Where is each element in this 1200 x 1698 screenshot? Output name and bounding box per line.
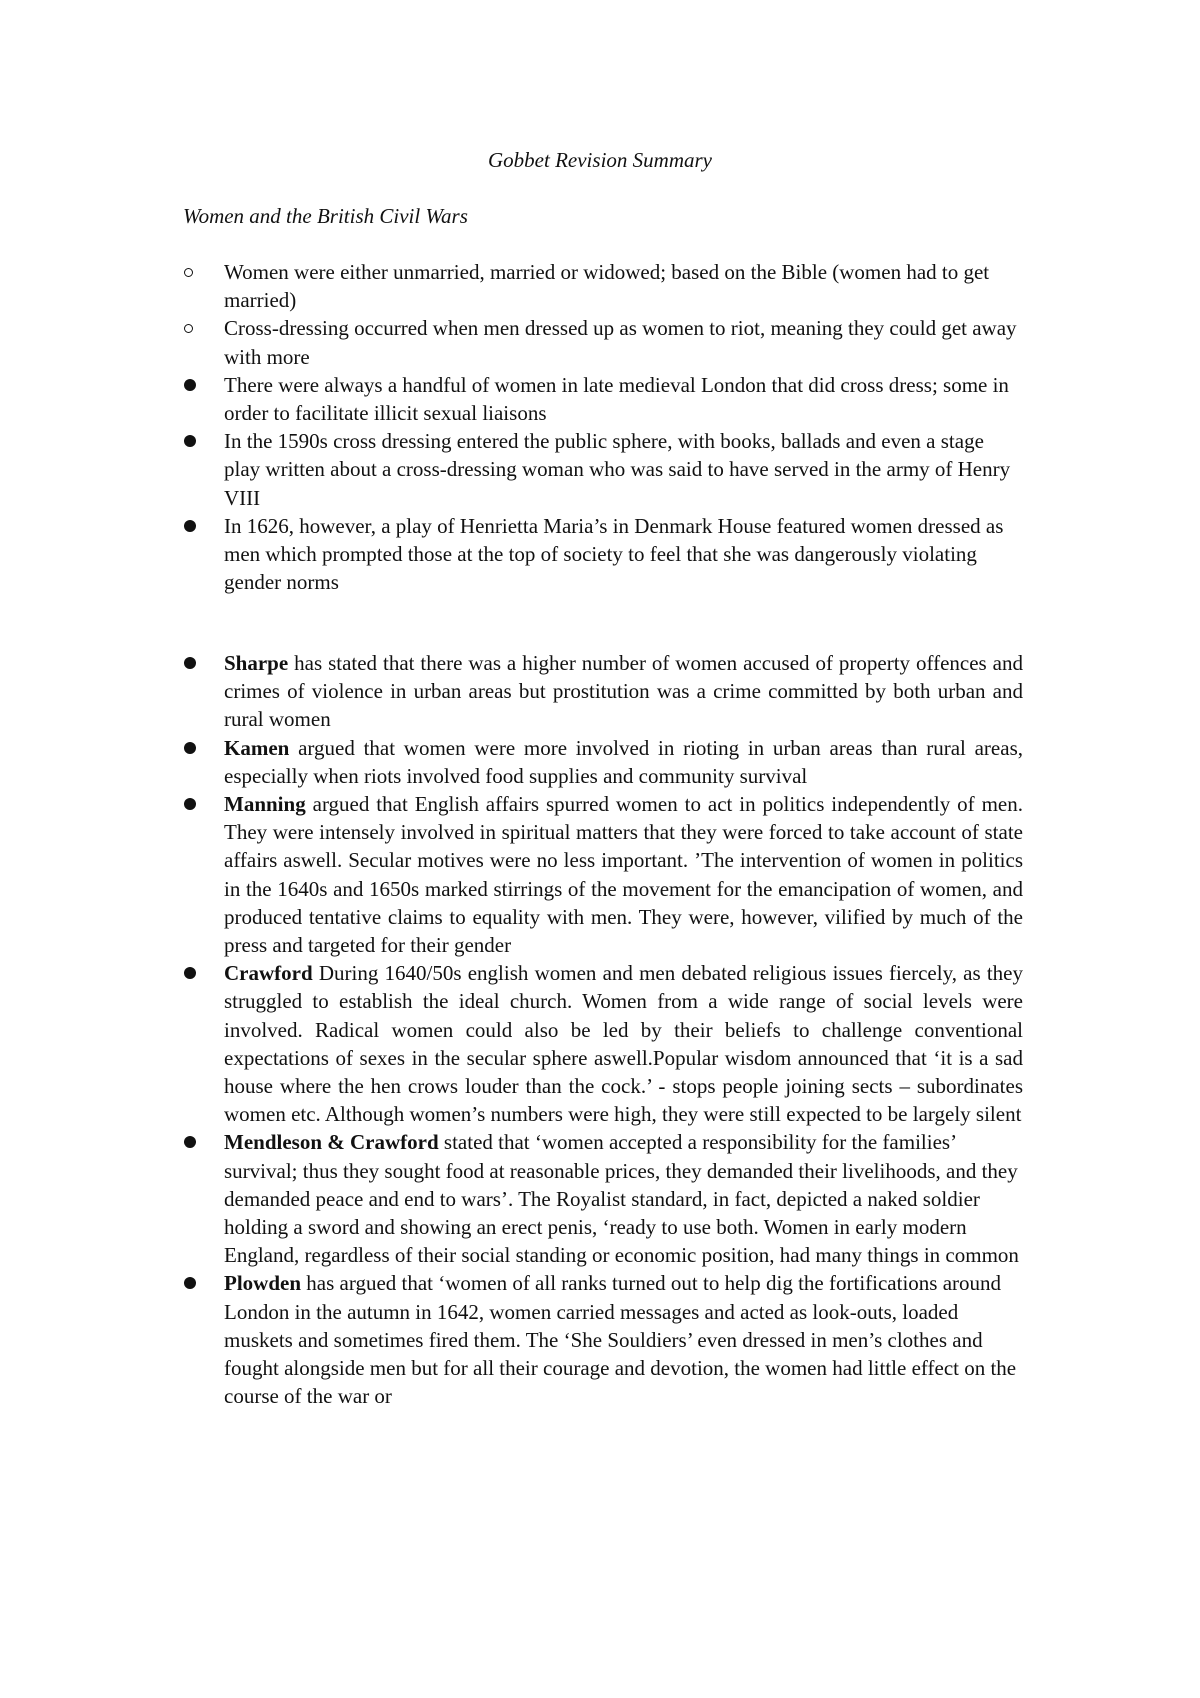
document-subtitle: Women and the British Civil Wars bbox=[183, 204, 468, 228]
list-item-text: In 1626, however, a play of Henrietta Maria’s in Denmark House featured women dressed as men which prompted those at the top of society to feel that she was dangerously violating gender norms bbox=[224, 513, 1004, 595]
list-item bbox=[183, 1128, 1023, 1269]
historian-name: Crawford bbox=[224, 961, 313, 986]
filled-bullet-icon bbox=[183, 512, 203, 540]
list-item-text: There were always a handful of women in late medieval London that did cross dress; some in order to facilitate illicit sexual liaisons bbox=[224, 372, 1009, 426]
historian-name: Sharpe bbox=[224, 651, 289, 675]
historian-name: Kamen bbox=[224, 735, 290, 760]
historian-name: Manning bbox=[224, 792, 306, 817]
historian-name: Plowden bbox=[224, 1271, 302, 1296]
filled-bullet-icon bbox=[183, 790, 203, 818]
bullet-list-historians bbox=[183, 649, 1023, 1410]
list-item-text: Women were either unmarried, married or widowed; based on the Bible (women had to get married) bbox=[224, 260, 990, 313]
list-item-text: has argued that ‘women of all ranks turned out to help dig the fortifications around London in the autumn in 1642, women carried messages and acted as look-outs, loaded muskets and sometimes fired them. The ‘She Souldiers’ even dressed in men’s clothes and fought alongside men but for all their courage and devotion, the women had little effect on the course of the war or bbox=[224, 1271, 1017, 1409]
list-item bbox=[183, 258, 1023, 314]
document-title: Gobbet Revision Summary bbox=[488, 148, 712, 172]
filled-bullet-icon bbox=[183, 959, 203, 987]
bullet-list-context bbox=[183, 258, 1023, 596]
list-item bbox=[183, 371, 1023, 427]
list-item bbox=[183, 314, 1023, 370]
filled-bullet-icon bbox=[183, 649, 203, 677]
filled-bullet-icon bbox=[183, 1269, 203, 1297]
filled-bullet-icon bbox=[183, 371, 203, 399]
list-item-text: argued that English affairs spurred women to act in politics independently of men. They were intensely involved in spiritual matters that they were forced to take account of state affairs aswell. Secular motives were no less important. ’The intervention of women in politics in the 1640s and 1650s marked stirrings of the movement for the emancipation of women, and produced tentative claims to equality with men. They were, however, vilified by much of the press and targeted for their gender bbox=[224, 792, 1023, 958]
list-item-text: Cross-dressing occurred when men dressed up as women to riot, meaning they could get away with more bbox=[224, 316, 1017, 369]
hollow-bullet-icon bbox=[183, 258, 203, 286]
list-item bbox=[183, 512, 1023, 597]
list-item bbox=[183, 790, 1023, 959]
filled-bullet-icon bbox=[183, 734, 203, 762]
list-item-text: has stated that there was a higher number of women accused of property offences and crimes of violence in urban areas but prostitution was a crime committed by both urban and rural women bbox=[224, 651, 1023, 732]
list-item bbox=[183, 734, 1023, 790]
list-item bbox=[183, 649, 1023, 734]
hollow-bullet-icon bbox=[183, 314, 203, 342]
list-item bbox=[183, 959, 1023, 1128]
list-item bbox=[183, 427, 1023, 512]
list-item-text: stated that ‘women accepted a responsibility for the families’ survival; thus they sought food at reasonable prices, they demanded their livelihoods, and they demanded peace and end to wars’. The Royalist standard, in fact, depicted a naked soldier holding a sword and showing an erect penis, ‘ready to use both. Women in early modern England, regardless of their social standing or economic position, had many things in common bbox=[224, 1130, 1019, 1268]
filled-bullet-icon bbox=[183, 427, 203, 455]
filled-bullet-icon bbox=[183, 1128, 203, 1156]
list-item-text: In the 1590s cross dressing entered the public sphere, with books, ballads and even a stage play written about a cross-dressing woman who was said to have served in the army of Henry VIII bbox=[224, 429, 1011, 510]
list-item-text: During 1640/50s english women and men debated religious issues fiercely, as they struggled to establish the ideal church. Women from a wide range of social levels were involved. Radical women could also be led by their beliefs to challenge conventional expectations of sexes in the secular sphere aswell.Popular wisdom announced that ‘it is a sad house where the hen crows louder than the cock.’ - stops people joining sects – subordinates women etc. Although women’s numbers were high, they were still expected to be largely silent bbox=[224, 961, 1023, 1127]
list-item bbox=[183, 1269, 1023, 1410]
list-item-text: argued that women were more involved in rioting in urban areas than rural areas, especially when riots involved food supplies and community survival bbox=[224, 735, 1023, 788]
historian-name: Mendleson & Crawford bbox=[224, 1130, 439, 1155]
